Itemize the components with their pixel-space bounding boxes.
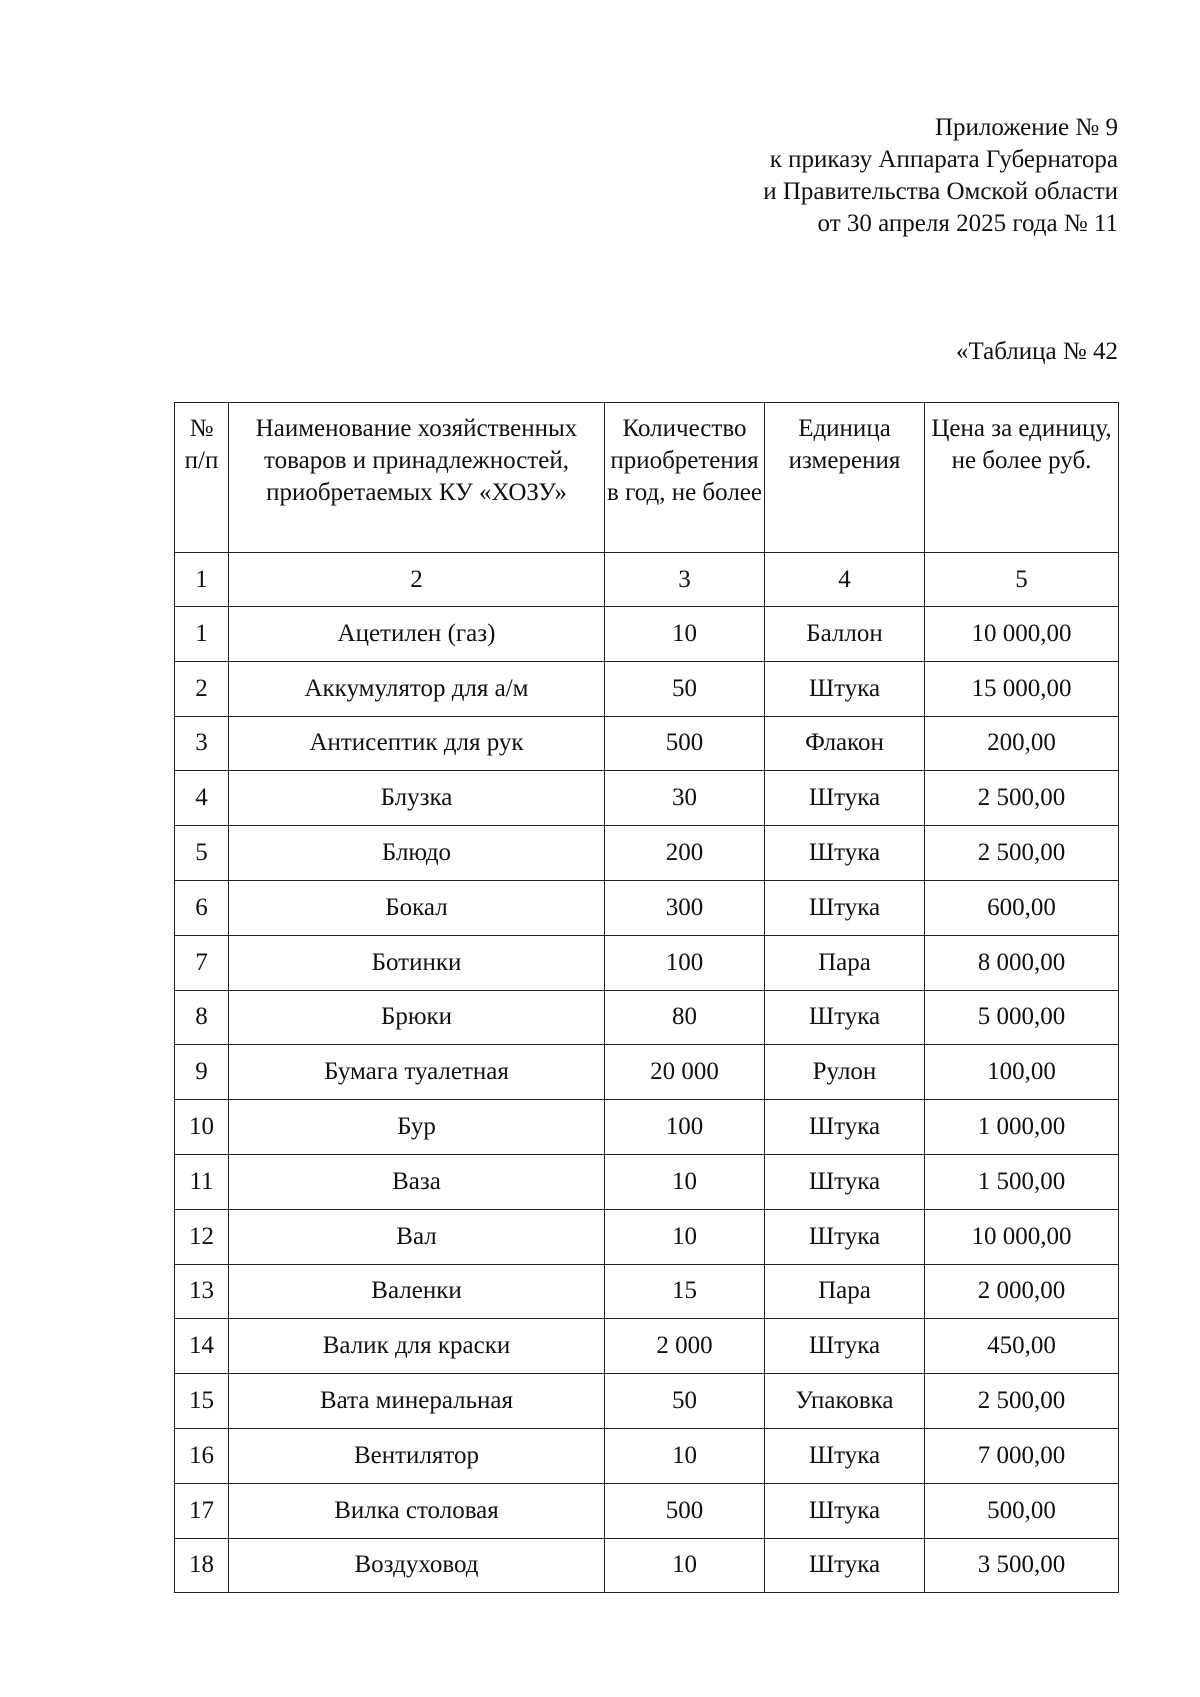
- row-number: 16: [175, 1428, 229, 1483]
- row-number: 6: [175, 880, 229, 935]
- row-number: 10: [175, 1100, 229, 1155]
- item-price: 5 000,00: [925, 990, 1119, 1045]
- item-name: Вал: [229, 1209, 605, 1264]
- item-price: 2 500,00: [925, 771, 1119, 826]
- header-row: [175, 403, 1119, 553]
- item-unit: Штука: [765, 771, 925, 826]
- order-issuer: и Правительства Омской области: [763, 178, 1118, 205]
- column-number: 2: [229, 553, 605, 607]
- item-unit: Штука: [765, 826, 925, 881]
- item-unit: Штука: [765, 1209, 925, 1264]
- table-row: [175, 1319, 1119, 1374]
- row-number: 17: [175, 1483, 229, 1538]
- header-price: Цена за единицу, не более руб.: [925, 403, 1119, 553]
- item-name: Ацетилен (газ): [229, 607, 605, 662]
- item-unit: Штука: [765, 1538, 925, 1593]
- column-number: 5: [925, 553, 1119, 607]
- item-price: 200,00: [925, 716, 1119, 771]
- item-quantity: 10: [605, 1209, 765, 1264]
- item-name: Бокал: [229, 880, 605, 935]
- item-price: 10 000,00: [925, 607, 1119, 662]
- item-name: Бумага туалетная: [229, 1045, 605, 1100]
- header-quantity: Количество приобретения в год, не более: [605, 403, 765, 553]
- table-row: [175, 1483, 1119, 1538]
- item-name: Ботинки: [229, 935, 605, 990]
- item-name: Валенки: [229, 1264, 605, 1319]
- item-name: Вилка столовая: [229, 1483, 605, 1538]
- item-unit: Упаковка: [765, 1374, 925, 1429]
- item-unit: Штука: [765, 1319, 925, 1374]
- item-unit: Рулон: [765, 1045, 925, 1100]
- item-name: Блюдо: [229, 826, 605, 881]
- table-row: [175, 1428, 1119, 1483]
- item-price: 600,00: [925, 880, 1119, 935]
- item-name: Вата минеральная: [229, 1374, 605, 1429]
- table-row: [175, 1154, 1119, 1209]
- item-unit: Штука: [765, 1483, 925, 1538]
- table-row: [175, 1374, 1119, 1429]
- item-price: 450,00: [925, 1319, 1119, 1374]
- row-number: 5: [175, 826, 229, 881]
- item-price: 7 000,00: [925, 1428, 1119, 1483]
- item-price: 100,00: [925, 1045, 1119, 1100]
- item-quantity: 80: [605, 990, 765, 1045]
- goods-table: [174, 402, 1119, 1593]
- order-reference: к приказу Аппарата Губернатора: [769, 146, 1118, 173]
- item-quantity: 20 000: [605, 1045, 765, 1100]
- item-quantity: 500: [605, 1483, 765, 1538]
- item-price: 2 500,00: [925, 826, 1119, 881]
- item-name: Ваза: [229, 1154, 605, 1209]
- column-number: 4: [765, 553, 925, 607]
- item-unit: Штука: [765, 1154, 925, 1209]
- row-number: 15: [175, 1374, 229, 1429]
- item-price: 1 500,00: [925, 1154, 1119, 1209]
- table-caption: «Таблица № 42: [955, 338, 1118, 365]
- table-row: [175, 607, 1119, 662]
- table-row: [175, 661, 1119, 716]
- item-price: 2 000,00: [925, 1264, 1119, 1319]
- header-name: Наименование хозяйственных товаров и принадлежностей, приобретаемых КУ «ХОЗУ»: [229, 403, 605, 553]
- table-row: [175, 990, 1119, 1045]
- item-unit: Штука: [765, 990, 925, 1045]
- item-quantity: 50: [605, 661, 765, 716]
- item-price: 2 500,00: [925, 1374, 1119, 1429]
- table-row: [175, 1100, 1119, 1155]
- table-row: [175, 826, 1119, 881]
- table-row: [175, 1209, 1119, 1264]
- item-name: Блузка: [229, 771, 605, 826]
- table-row: [175, 1045, 1119, 1100]
- order-date: от 30 апреля 2025 года № 11: [817, 210, 1118, 237]
- item-unit: Пара: [765, 1264, 925, 1319]
- row-number: 7: [175, 935, 229, 990]
- table-row: [175, 771, 1119, 826]
- item-unit: Штука: [765, 880, 925, 935]
- item-unit: Флакон: [765, 716, 925, 771]
- item-quantity: 10: [605, 1538, 765, 1593]
- item-unit: Штука: [765, 1100, 925, 1155]
- table-row: [175, 1264, 1119, 1319]
- item-quantity: 500: [605, 716, 765, 771]
- item-unit: Штука: [765, 1428, 925, 1483]
- item-quantity: 30: [605, 771, 765, 826]
- item-quantity: 10: [605, 1154, 765, 1209]
- row-number: 9: [175, 1045, 229, 1100]
- row-number: 18: [175, 1538, 229, 1593]
- item-unit: Баллон: [765, 607, 925, 662]
- item-unit: Штука: [765, 661, 925, 716]
- item-price: 15 000,00: [925, 661, 1119, 716]
- row-number: 8: [175, 990, 229, 1045]
- appendix-number: Приложение № 9: [934, 114, 1118, 141]
- table-row: [175, 935, 1119, 990]
- item-quantity: 200: [605, 826, 765, 881]
- row-number: 13: [175, 1264, 229, 1319]
- column-number: 3: [605, 553, 765, 607]
- item-name: Воздуховод: [229, 1538, 605, 1593]
- row-number: 12: [175, 1209, 229, 1264]
- table-row: [175, 716, 1119, 771]
- appendix-header: [763, 112, 1118, 240]
- item-quantity: 10: [605, 607, 765, 662]
- row-number: 4: [175, 771, 229, 826]
- header-unit: Единица измерения: [765, 403, 925, 553]
- column-numbers-row: [175, 553, 1119, 607]
- column-number: 1: [175, 553, 229, 607]
- item-quantity: 15: [605, 1264, 765, 1319]
- row-number: 1: [175, 607, 229, 662]
- row-number: 11: [175, 1154, 229, 1209]
- item-quantity: 2 000: [605, 1319, 765, 1374]
- table-row: [175, 1538, 1119, 1593]
- item-name: Антисептик для рук: [229, 716, 605, 771]
- item-name: Аккумулятор для а/м: [229, 661, 605, 716]
- item-name: Брюки: [229, 990, 605, 1045]
- item-price: 10 000,00: [925, 1209, 1119, 1264]
- item-unit: Пара: [765, 935, 925, 990]
- item-price: 500,00: [925, 1483, 1119, 1538]
- header-number: № п/п: [175, 403, 229, 553]
- item-quantity: 300: [605, 880, 765, 935]
- item-price: 1 000,00: [925, 1100, 1119, 1155]
- item-quantity: 50: [605, 1374, 765, 1429]
- table-row: [175, 880, 1119, 935]
- row-number: 3: [175, 716, 229, 771]
- item-quantity: 100: [605, 1100, 765, 1155]
- item-name: Бур: [229, 1100, 605, 1155]
- row-number: 2: [175, 661, 229, 716]
- row-number: 14: [175, 1319, 229, 1374]
- item-price: 8 000,00: [925, 935, 1119, 990]
- item-quantity: 100: [605, 935, 765, 990]
- item-name: Валик для краски: [229, 1319, 605, 1374]
- item-name: Вентилятор: [229, 1428, 605, 1483]
- item-quantity: 10: [605, 1428, 765, 1483]
- item-price: 3 500,00: [925, 1538, 1119, 1593]
